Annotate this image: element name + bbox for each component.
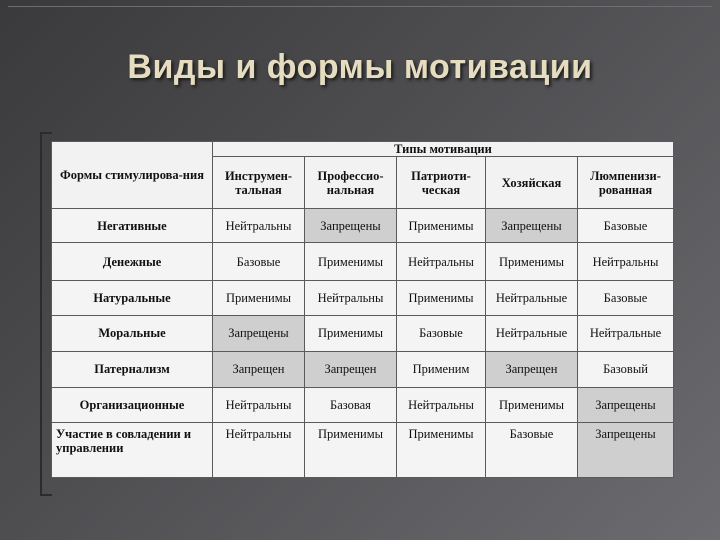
table-cell: Базовая <box>305 387 397 422</box>
table-cell: Нейтральные <box>486 315 578 351</box>
table-cell: Базовый <box>578 351 674 387</box>
table-cell: Нейтральные <box>578 315 674 351</box>
table-cell: Запрещен <box>305 351 397 387</box>
row-header: Моральные <box>52 315 213 351</box>
motivation-table <box>51 141 674 478</box>
table-cell: Запрещены <box>578 387 674 422</box>
table-row <box>52 243 674 281</box>
table-row <box>52 351 674 387</box>
column-header: Люмпенизи-рованная <box>578 157 674 209</box>
table-cell: Базовые <box>213 243 305 281</box>
table-cell: Применимы <box>305 315 397 351</box>
row-header: Участие в совладении и управлении <box>52 423 213 478</box>
slide-title: Виды и формы мотивации <box>127 48 593 86</box>
table-cell: Применимы <box>213 281 305 315</box>
table-cell: Нейтральны <box>213 387 305 422</box>
table-cell: Применимы <box>305 423 397 478</box>
column-header: Хозяйская <box>486 157 578 209</box>
table-row <box>52 209 674 243</box>
row-header: Патернализм <box>52 351 213 387</box>
row-header: Денежные <box>52 243 213 281</box>
table-cell: Применимы <box>397 209 486 243</box>
table-cell: Нейтральны <box>397 243 486 281</box>
table-cell: Запрещены <box>486 209 578 243</box>
table-cell: Базовые <box>486 423 578 478</box>
table-cell: Нейтральны <box>305 281 397 315</box>
table-row <box>52 387 674 422</box>
row-header: Натуральные <box>52 281 213 315</box>
corner-header: Формы стимулирова-ния <box>52 142 213 209</box>
table-row <box>52 423 674 478</box>
table-cell: Нейтральны <box>213 423 305 478</box>
row-header: Организационные <box>52 387 213 422</box>
table-cell: Запрещены <box>305 209 397 243</box>
column-header: Патриоти-ческая <box>397 157 486 209</box>
row-header: Негативные <box>52 209 213 243</box>
table-cell: Применимы <box>397 423 486 478</box>
slide-frame-line <box>8 6 712 11</box>
group-header: Типы мотивации <box>213 142 674 157</box>
table-cell: Базовые <box>397 315 486 351</box>
table-row <box>52 281 674 315</box>
motivation-table-container <box>51 141 673 478</box>
table-cell: Нейтральны <box>578 243 674 281</box>
column-header: Профессио-нальная <box>305 157 397 209</box>
table-cell: Нейтральны <box>397 387 486 422</box>
table-cell: Применимы <box>305 243 397 281</box>
table-cell: Применимы <box>486 387 578 422</box>
table-cell: Запрещены <box>578 423 674 478</box>
table-cell: Применимы <box>397 281 486 315</box>
table-cell: Нейтральны <box>213 209 305 243</box>
table-cell: Запрещен <box>486 351 578 387</box>
table-cell: Запрещены <box>213 315 305 351</box>
table-cell: Базовые <box>578 281 674 315</box>
table-cell: Базовые <box>578 209 674 243</box>
table-cell: Применимы <box>486 243 578 281</box>
table-cell: Запрещен <box>213 351 305 387</box>
table-cell: Применим <box>397 351 486 387</box>
table-cell: Нейтральные <box>486 281 578 315</box>
table-row <box>52 315 674 351</box>
column-header: Инструмен-тальная <box>213 157 305 209</box>
